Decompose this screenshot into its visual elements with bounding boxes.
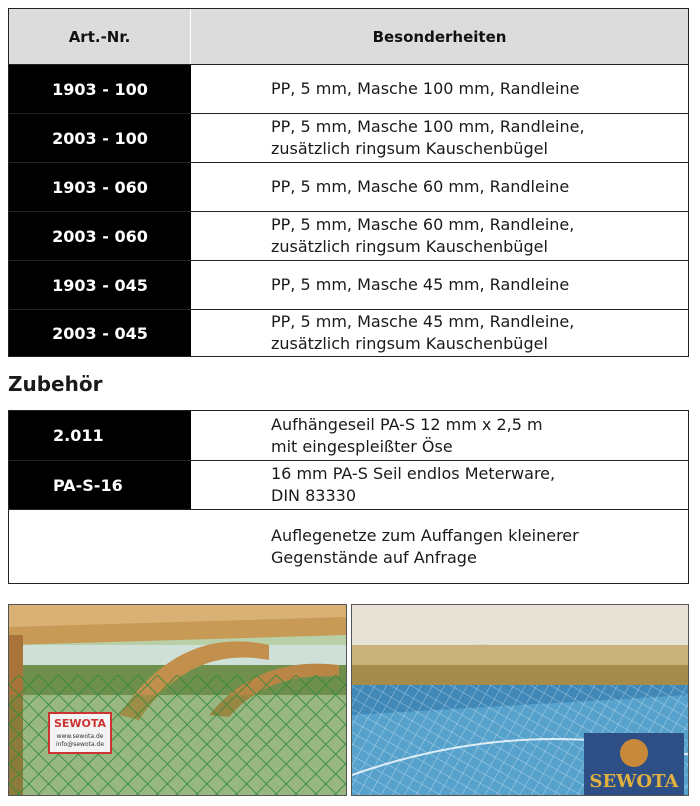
right-logo-text: SEWOTA xyxy=(589,771,679,792)
art-number-empty xyxy=(9,510,191,583)
accessories-table xyxy=(8,410,689,584)
table-row xyxy=(9,509,688,583)
table-row xyxy=(9,162,688,211)
table-row xyxy=(9,64,688,113)
art-number: 1903 - 100 xyxy=(9,65,191,113)
art-number: PA-S-16 xyxy=(9,461,191,509)
column-header-besonderheiten: Besonderheiten xyxy=(191,9,688,64)
description: PP, 5 mm, Masche 45 mm, Randleine, zusätzlich ringsum Kauschenbügel xyxy=(271,312,575,353)
art-number: 2003 - 045 xyxy=(9,310,191,356)
table-row xyxy=(9,260,688,309)
art-number: 1903 - 045 xyxy=(9,261,191,309)
tiger-icon xyxy=(620,739,648,767)
table-row xyxy=(9,309,688,356)
description: PP, 5 mm, Masche 60 mm, Randleine xyxy=(271,177,570,196)
description: Auflegenetze zum Auffangen kleinerer Gegenstände auf Anfrage xyxy=(271,525,579,567)
description: 16 mm PA-S Seil endlos Meterware, DIN 83330 xyxy=(271,464,556,505)
photo-roof-net xyxy=(8,604,347,796)
art-number: 2003 - 060 xyxy=(9,212,191,260)
table-header-row xyxy=(9,9,688,64)
description: PP, 5 mm, Masche 45 mm, Randleine xyxy=(271,275,570,294)
description: PP, 5 mm, Masche 100 mm, Randleine xyxy=(271,79,580,98)
pool-net-illustration xyxy=(352,605,689,796)
description: PP, 5 mm, Masche 60 mm, Randleine, zusätzlich ringsum Kauschenbügel xyxy=(271,215,575,256)
art-number: 2.011 xyxy=(9,411,191,460)
table-row xyxy=(9,411,688,460)
column-header-art-nr: Art.-Nr. xyxy=(9,9,191,64)
art-number: 1903 - 060 xyxy=(9,163,191,211)
art-number: 2003 - 100 xyxy=(9,114,191,162)
left-sign-web: www.sewota.de xyxy=(56,733,104,740)
description: PP, 5 mm, Masche 100 mm, Randleine, zusätzlich ringsum Kauschenbügel xyxy=(271,117,585,158)
table-row xyxy=(9,113,688,162)
table-row xyxy=(9,460,688,509)
table-row xyxy=(9,211,688,260)
left-logo-text: SEWOTA xyxy=(53,717,107,730)
photo-pool-net xyxy=(351,604,689,796)
roof-net-illustration xyxy=(9,605,347,796)
description: Aufhängeseil PA-S 12 mm x 2,5 m mit eingespleißter Öse xyxy=(271,414,543,456)
accessories-title: Zubehör xyxy=(8,372,103,396)
left-sign-mail: info@sewota.de xyxy=(55,741,105,748)
product-table xyxy=(8,8,689,357)
